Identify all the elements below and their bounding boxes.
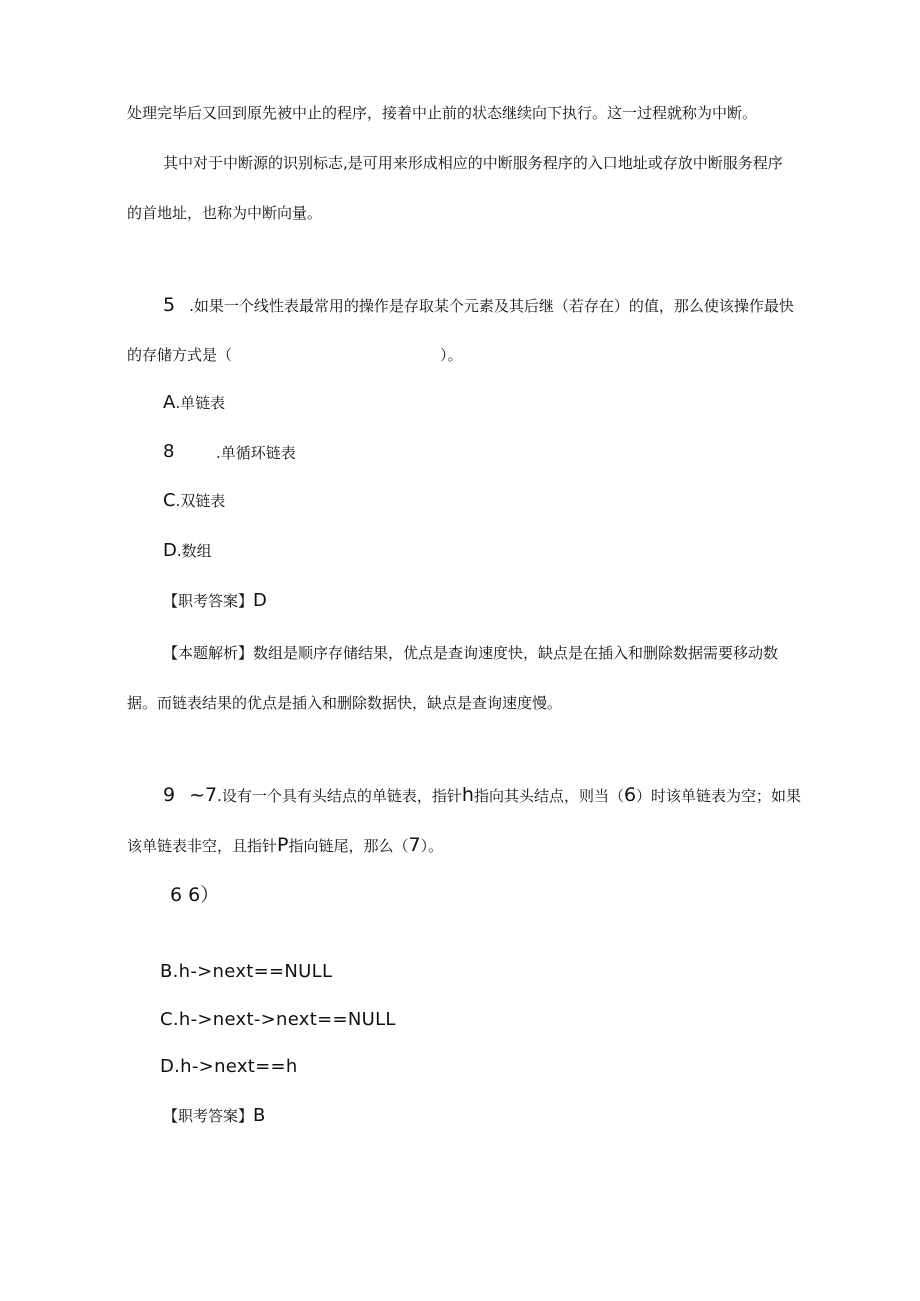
option-b-text <box>216 443 296 463</box>
blank-6: 6 <box>623 784 637 806</box>
text: 其中对于中断源的识别标志,是可用来形成相应的中断服务程序的入口地址或存放中断服务程序 <box>163 154 783 172</box>
analysis-text: 数组是顺序存储结果，优点是查询速度快，缺点是在插入和删除数据需要移动数 <box>253 644 779 662</box>
text: 的首地址，也称为中断向量。 <box>127 204 323 222</box>
sub-question-label <box>170 885 219 906</box>
paragraph-line <box>127 103 757 123</box>
option-a <box>163 393 225 413</box>
question-number: 9 <box>163 784 176 806</box>
option-text: C.h->next->next==NULL <box>160 1009 396 1030</box>
option-letter: C <box>163 490 176 511</box>
question-text: ）时该单链表为空；如果 <box>636 787 802 805</box>
paragraph-line <box>163 153 783 173</box>
option-text: .单链表 <box>175 394 226 412</box>
option-text: .数组 <box>176 542 212 560</box>
option-text: .双链表 <box>175 492 226 510</box>
question-5-line-1 <box>163 295 794 316</box>
question-text: 指向其头结点，则当（ <box>473 787 624 805</box>
option-letter: D <box>163 540 177 561</box>
question-text: 该单链表非空，且指针 <box>127 837 278 855</box>
option-text: B.h->next==NULL <box>160 961 333 982</box>
question-text: 的存储方式是（ <box>127 346 233 364</box>
answer-value: B <box>253 1105 266 1126</box>
pointer-p: P <box>277 834 289 856</box>
blank-7: 7 <box>408 834 421 856</box>
option-letter: A <box>163 392 176 413</box>
answer-label: 【职考答案】 <box>163 1107 254 1125</box>
option-text: D.h->next==h <box>160 1056 298 1077</box>
text: 处理完毕后又回到原先被中止的程序，接着中止前的状态继续向下执行。这一过程就称为中断。 <box>127 104 758 122</box>
answer-label: 【职考答案】 <box>163 592 254 610</box>
question-text: .设有一个具有头结点的单链表，指针 <box>217 787 462 805</box>
option-c <box>163 491 225 511</box>
question-range: ~7 <box>189 784 218 806</box>
option-c-code <box>160 1010 396 1030</box>
question-6-7-line-1 <box>163 785 801 806</box>
option-d-code <box>160 1057 298 1077</box>
analysis-label: 【本题解析】 <box>163 644 254 662</box>
answer-value: D <box>253 590 267 611</box>
question-number: 5 <box>163 294 176 316</box>
sub-label: 6 6） <box>170 884 220 906</box>
paragraph-line <box>127 203 322 223</box>
pointer-h: h <box>461 784 474 806</box>
question-text: ）。 <box>440 346 463 364</box>
question-5-line-2-end <box>440 345 463 365</box>
answer-2 <box>163 1106 265 1126</box>
option-text: .单循环链表 <box>216 444 296 462</box>
analysis-line-2 <box>127 693 562 713</box>
question-6-7-line-2 <box>127 835 443 856</box>
answer <box>163 591 267 611</box>
question-text: .如果一个线性表最常用的操作是存取某个元素及其后继（若存在）的值，那么使该操作最快 <box>189 297 794 315</box>
analysis-line-1 <box>163 643 778 663</box>
question-5-line-2 <box>127 345 232 365</box>
option-b-code <box>160 962 332 982</box>
analysis-text: 据。而链表结果的优点是插入和删除数据快，缺点是查询速度慢。 <box>127 694 563 712</box>
option-d <box>163 541 212 561</box>
question-text: ）。 <box>420 837 444 855</box>
question-text: 指向链尾，那么（ <box>288 837 409 855</box>
option-b <box>163 442 174 462</box>
option-number: 8 <box>163 441 175 462</box>
